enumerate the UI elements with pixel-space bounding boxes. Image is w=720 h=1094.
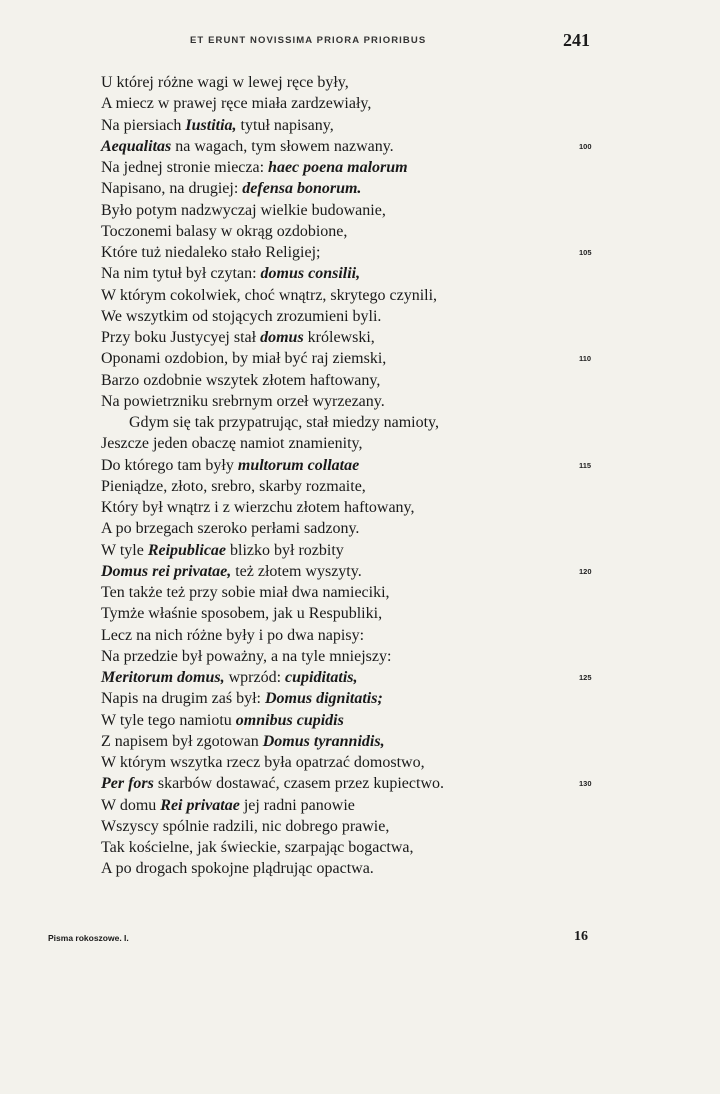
line-text: Lecz na nich różne były i po dwa napisy: (101, 626, 365, 644)
poem-line (101, 518, 611, 539)
poem-line (101, 773, 611, 794)
poem-line (101, 93, 611, 114)
line-text: Oponami ozdobion, by miał być raj ziemski, (101, 350, 387, 368)
line-text: Toczonemi balasy w okrąg ozdobione, (101, 222, 348, 240)
line-text: Było potym nadzwyczaj wielkie budowanie, (101, 201, 386, 219)
poem-line (101, 646, 611, 667)
line-text: W którym wszytka rzecz była opatrzać domostwo, (101, 754, 425, 771)
line-text: A miecz w prawej ręce miała zardzewiały, (101, 95, 372, 113)
line-text: A po brzegach szeroko perłami sadzony. (101, 520, 360, 538)
poem-line (101, 731, 611, 752)
poem-line (101, 221, 611, 242)
line-text: Z napisem był zgotowan (101, 732, 263, 750)
poem-line (101, 455, 611, 476)
poem-line (101, 710, 611, 731)
poem-line (101, 540, 611, 561)
line-text: królewski, (303, 329, 375, 346)
footer-sheet-number: 16 (574, 929, 588, 944)
latin-phrase: cupiditatis, (285, 669, 358, 686)
line-text: Jeszcze jeden obaczę namiot znamienity, (101, 435, 363, 453)
line-text: Pieniądze, złoto, srebro, skarby rozmaite, (101, 477, 366, 495)
poem-line (101, 603, 611, 624)
latin-phrase: Meritorum domus, (101, 669, 225, 686)
poem-line (101, 497, 611, 518)
line-text: A po drogach spokojne plądrując opactwa. (101, 860, 374, 878)
poem-line (101, 667, 611, 688)
poem-text (101, 72, 611, 880)
poem-line (101, 200, 611, 221)
line-text: Który był wnątrz i z wierzchu złotem haftowany, (101, 499, 415, 516)
poem-line (101, 752, 611, 773)
poem-line (101, 858, 611, 879)
line-number: 100 (579, 141, 592, 151)
latin-phrase: Domus dignitatis; (264, 690, 383, 708)
latin-phrase: haec poena malorum (268, 159, 408, 176)
poem-line (101, 412, 611, 433)
line-text: Tymże właśnie sposobem, jak u Respubliki, (101, 605, 383, 623)
latin-phrase: Iustitia, (185, 116, 237, 134)
poem-line (101, 837, 611, 858)
line-text: Na powietrzniku srebrnym orzeł wyrzezany. (101, 392, 385, 410)
line-text: Na nim tytuł był czytan: (101, 265, 261, 283)
poem-line (101, 178, 611, 199)
poem-line (101, 242, 611, 263)
poem-line (101, 115, 611, 136)
footer-signature: Pisma rokoszowe. I. (48, 933, 129, 943)
page-number: 241 (563, 30, 590, 50)
latin-phrase: Aequalitas (101, 137, 172, 155)
poem-line (101, 476, 611, 497)
line-text: We wszytkim od stojących zrozumieni byli. (101, 307, 382, 325)
line-text: Napisano, na drugiej: (101, 180, 243, 198)
poem-line (101, 391, 611, 412)
poem-line (101, 433, 611, 454)
latin-phrase: Per fors (101, 775, 154, 793)
poem-line (101, 625, 611, 646)
poem-line (101, 582, 611, 603)
poem-line (101, 688, 611, 709)
latin-phrase: domus (260, 329, 304, 346)
line-text: W tyle (101, 541, 148, 559)
line-text: wprzód: (224, 669, 286, 686)
running-title: ET ERUNT NOVISSIMA PRIORA PRIORIBUS (190, 35, 427, 46)
line-text: jej radni panowie (239, 796, 355, 814)
line-text: skarbów dostawać, czasem przez kupiectwo. (153, 775, 444, 793)
line-text: Tak kościelne, jak świeckie, szarpając bogactwa, (101, 839, 414, 856)
line-text: U której różne wagi w lewej ręce były, (101, 74, 349, 91)
poem-line (101, 348, 611, 369)
line-text: też złotem wyszyty. (231, 562, 362, 580)
line-text: Barzo ozdobnie wszytek złotem haftowany, (101, 371, 381, 389)
poem-line (101, 795, 611, 816)
line-number: 125 (579, 673, 592, 682)
latin-phrase: Domus rei privatae, (101, 562, 232, 580)
line-text: W tyle tego namiotu (101, 711, 236, 729)
line-number: 115 (579, 460, 592, 470)
poem-line (101, 370, 611, 391)
line-number: 120 (579, 566, 592, 576)
line-text: Ten także też przy sobie miał dwa namieciki, (101, 584, 390, 601)
line-text: Napis na drugim zaś był: (101, 690, 265, 708)
poem-line (101, 157, 611, 178)
poem-line (101, 327, 611, 348)
line-text: W którym cokolwiek, choć wnątrz, skrytego czynili, (101, 286, 438, 304)
poem-line (101, 816, 611, 837)
poem-line (101, 136, 611, 157)
line-text: tytuł napisany, (236, 116, 334, 134)
line-text: Przy boku Justycyej stał (101, 329, 261, 346)
line-number: 110 (579, 354, 592, 364)
latin-phrase: Rei privatae (160, 796, 240, 814)
poem-line (101, 306, 611, 327)
latin-phrase: omnibus cupidis (235, 711, 344, 729)
line-text: Na piersiach (101, 116, 186, 134)
line-text: Do którego tam były (101, 456, 238, 474)
line-text: blizko był rozbity (226, 541, 344, 559)
running-head (0, 30, 720, 52)
line-text: Na przedzie był poważny, a na tyle mniejszy: (101, 647, 392, 665)
latin-phrase: Domus tyrannidis, (262, 732, 385, 750)
line-text: Wszyscy spólnie radzili, nic dobrego prawie, (101, 817, 390, 835)
line-text: Gdym się tak przypatrując, stał miedzy namioty, (129, 414, 439, 431)
poem-line (101, 263, 611, 284)
poem-line (101, 285, 611, 306)
latin-phrase: multorum collatae (237, 456, 360, 474)
poem-line (101, 72, 611, 93)
line-text: Na jednej stronie miecza: (101, 159, 269, 176)
poem-line (101, 561, 611, 582)
latin-phrase: defensa bonorum. (242, 180, 362, 198)
latin-phrase: domus consilii, (260, 265, 361, 283)
line-number: 130 (579, 779, 592, 789)
latin-phrase: Reipublicae (147, 541, 227, 559)
line-number: 105 (579, 248, 592, 257)
line-text: Które tuż niedaleko stało Religiej; (101, 244, 321, 261)
line-text: W domu (101, 796, 161, 814)
line-text: na wagach, tym słowem nazwany. (171, 137, 394, 155)
